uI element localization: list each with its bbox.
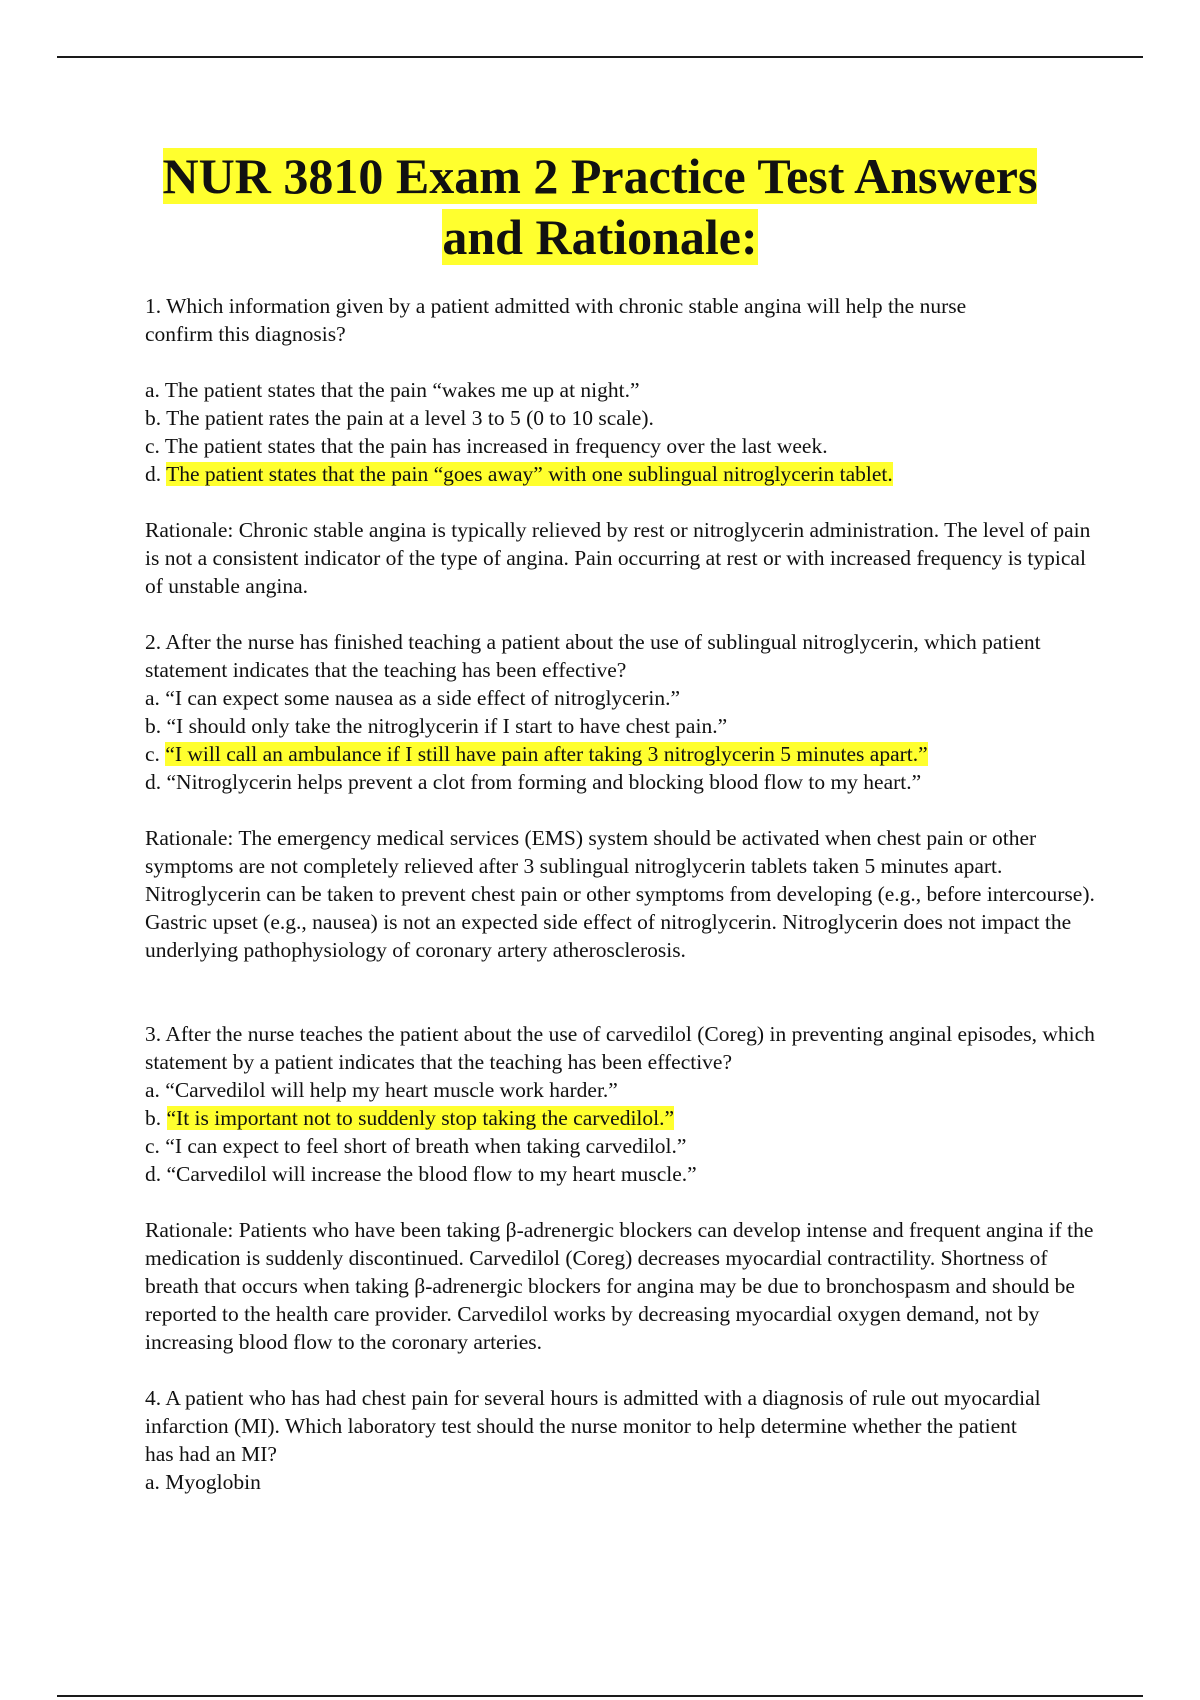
- option-d: d. “Nitroglycerin helps prevent a clot from forming and blocking blood flow to my heart.”: [145, 770, 922, 794]
- answer-highlight: “I will call an ambulance if I still have pain after taking 3 nitroglycerin 5 minutes apart.”: [165, 742, 928, 766]
- question-3: [145, 1020, 1095, 1356]
- option-a: a. “I can expect some nausea as a side effect of nitroglycerin.”: [145, 686, 681, 710]
- question-2: [145, 628, 1095, 964]
- rationale: Rationale: Patients who have been taking β-adrenergic blockers can develop intense and frequent angina if the medication is suddenly discontinued. Carvedilol (Coreg) decreases myocardial contractility. Shortness of breath that occurs when taking β-adrenergic blockers for angina may be due to bronchospasm and should be reported to the health care provider. Carvedilol works by decreasing myocardial oxygen demand, not by increasing blood flow to the coronary arteries.: [145, 1218, 1094, 1354]
- title-line-2: and Rationale:: [442, 209, 758, 265]
- bottom-rule: [57, 1695, 1143, 1697]
- option-b: b. “I should only take the nitroglycerin if I start to have chest pain.”: [145, 714, 728, 738]
- option-b-correct: b. “It is important not to suddenly stop taking the carvedilol.”: [145, 1106, 675, 1130]
- question-stem: 2. After the nurse has finished teaching a patient about the use of sublingual nitroglycerin, which patient statement indicates that the teaching has been effective?: [145, 630, 1041, 682]
- rationale: Rationale: Chronic stable angina is typically relieved by rest or nitroglycerin administration. The level of pain is not a consistent indicator of the type of angina. Pain occurring at rest or with increased frequency is typical of unstable angina.: [145, 518, 1091, 598]
- title-line-1: NUR 3810 Exam 2 Practice Test Answers: [162, 148, 1038, 204]
- option-a: a. The patient states that the pain “wakes me up at night.”: [145, 378, 640, 402]
- question-stem: 1. Which information given by a patient admitted with chronic stable angina will help the nurse confirm this diagnosis?: [145, 294, 967, 346]
- page-title: [0, 146, 1200, 268]
- question-stem: 3. After the nurse teaches the patient about the use of carvedilol (Coreg) in preventing anginal episodes, which statement by a patient indicates that the teaching has been effective?: [145, 1022, 1095, 1074]
- option-d-correct: d. The patient states that the pain “goes away” with one sublingual nitroglycerin tablet.: [145, 462, 893, 486]
- question-4: [145, 1384, 1095, 1496]
- option-c-correct: c. “I will call an ambulance if I still have pain after taking 3 nitroglycerin 5 minutes apart.”: [145, 742, 928, 766]
- rationale: Rationale: The emergency medical services (EMS) system should be activated when chest pain or other symptoms are not completely relieved after 3 sublingual nitroglycerin tablets taken 5 minutes apart. Nitroglycerin can be taken to prevent chest pain or other symptoms from developing (e.g., before intercourse). Gastric upset (e.g., nausea) is not an expected side effect of nitroglycerin. Nitroglycerin does not impact the underlying pathophysiology of coronary artery atherosclerosis.: [145, 826, 1095, 962]
- question-1: [145, 292, 1095, 600]
- top-rule: [57, 56, 1143, 58]
- option-a: a. Myoglobin: [145, 1470, 261, 1494]
- option-c: c. The patient states that the pain has increased in frequency over the last week.: [145, 434, 828, 458]
- option-d: d. “Carvedilol will increase the blood flow to my heart muscle.”: [145, 1162, 697, 1186]
- option-b: b. The patient rates the pain at a level 3 to 5 (0 to 10 scale).: [145, 406, 654, 430]
- option-a: a. “Carvedilol will help my heart muscle work harder.”: [145, 1078, 618, 1102]
- answer-highlight: “It is important not to suddenly stop taking the carvedilol.”: [166, 1106, 675, 1130]
- answer-highlight: The patient states that the pain “goes away” with one sublingual nitroglycerin tablet.: [166, 462, 893, 486]
- question-stem: 4. A patient who has had chest pain for several hours is admitted with a diagnosis of rule out myocardial infarction (MI). Which laboratory test should the nurse monitor to help determine whether the patient has had an MI?: [145, 1386, 1041, 1466]
- option-c: c. “I can expect to feel short of breath when taking carvedilol.”: [145, 1134, 687, 1158]
- document-body: [145, 292, 1095, 1496]
